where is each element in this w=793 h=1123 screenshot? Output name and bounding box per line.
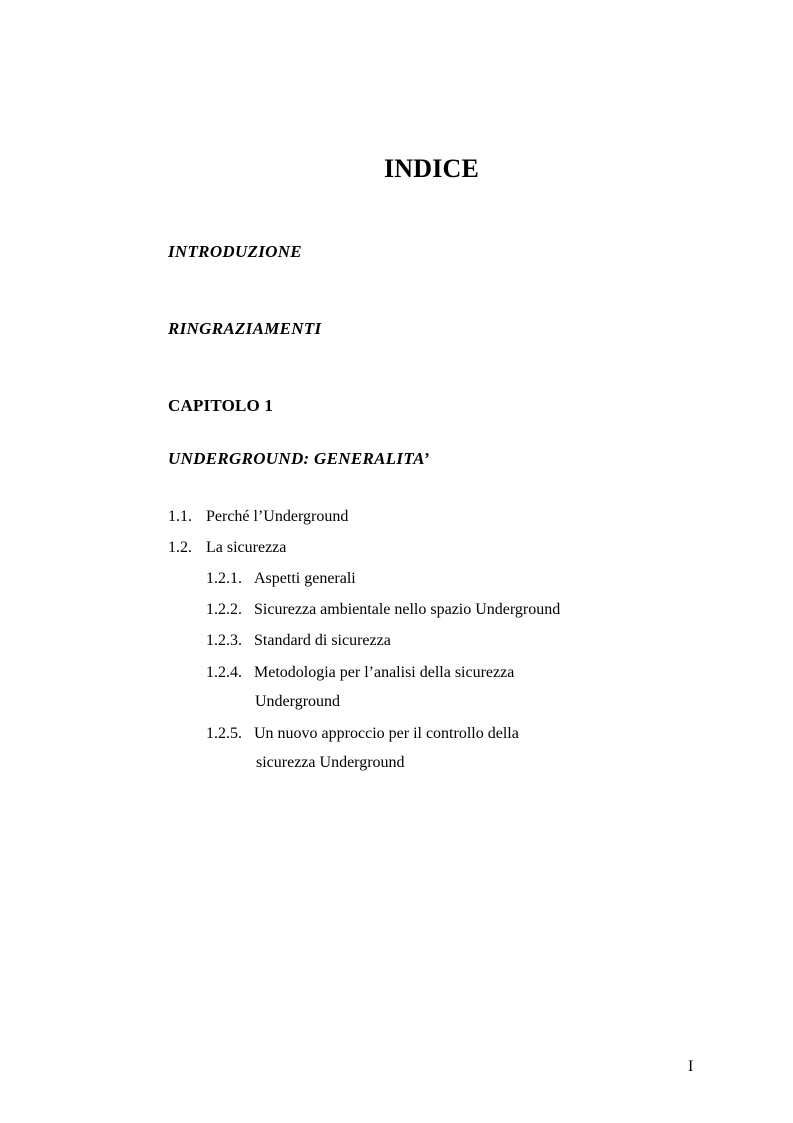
section-ringraziamenti: RINGRAZIAMENTI [168, 319, 322, 338]
toc-subentry [206, 632, 391, 650]
page-title: INDICE [383, 154, 480, 183]
toc-entry-number: 1.2.4. [206, 664, 242, 681]
toc-entry [168, 539, 286, 557]
toc-entry-text: Metodologia per l’analisi della sicurezza [254, 664, 515, 681]
toc-entry-text: Un nuovo approccio per il controllo della [254, 725, 519, 742]
toc-entry-continuation: Underground [255, 693, 341, 710]
toc-entry-continuation: sicurezza Underground [256, 754, 405, 771]
toc-entry-number: 1.2. [168, 539, 192, 556]
toc-entry-text: La sicurezza [206, 539, 287, 556]
toc-entry-number: 1.1. [168, 508, 192, 525]
toc-entry-number: 1.2.2. [206, 601, 242, 618]
toc-entry-number: 1.2.1. [206, 570, 242, 587]
chapter-title: UNDERGROUND: GENERALITA’ [168, 449, 430, 468]
toc-entry-text: Perché l’Underground [206, 508, 349, 525]
page-number: I [688, 1058, 694, 1075]
section-introduzione: INTRODUZIONE [168, 242, 302, 261]
toc-entry-text: Aspetti generali [254, 570, 356, 587]
toc-entry-number: 1.2.5. [206, 725, 242, 742]
toc-entry-text: Sicurezza ambientale nello spazio Underground [254, 601, 561, 618]
toc-subentry [206, 601, 560, 619]
toc-entry-text: Standard di sicurezza [254, 632, 391, 649]
toc-subentry [206, 570, 356, 588]
chapter-label: CAPITOLO 1 [168, 396, 274, 415]
toc-entry-number: 1.2.3. [206, 632, 242, 649]
toc-entry [168, 508, 348, 526]
toc-subentry [206, 725, 519, 743]
toc-subentry [206, 664, 514, 682]
